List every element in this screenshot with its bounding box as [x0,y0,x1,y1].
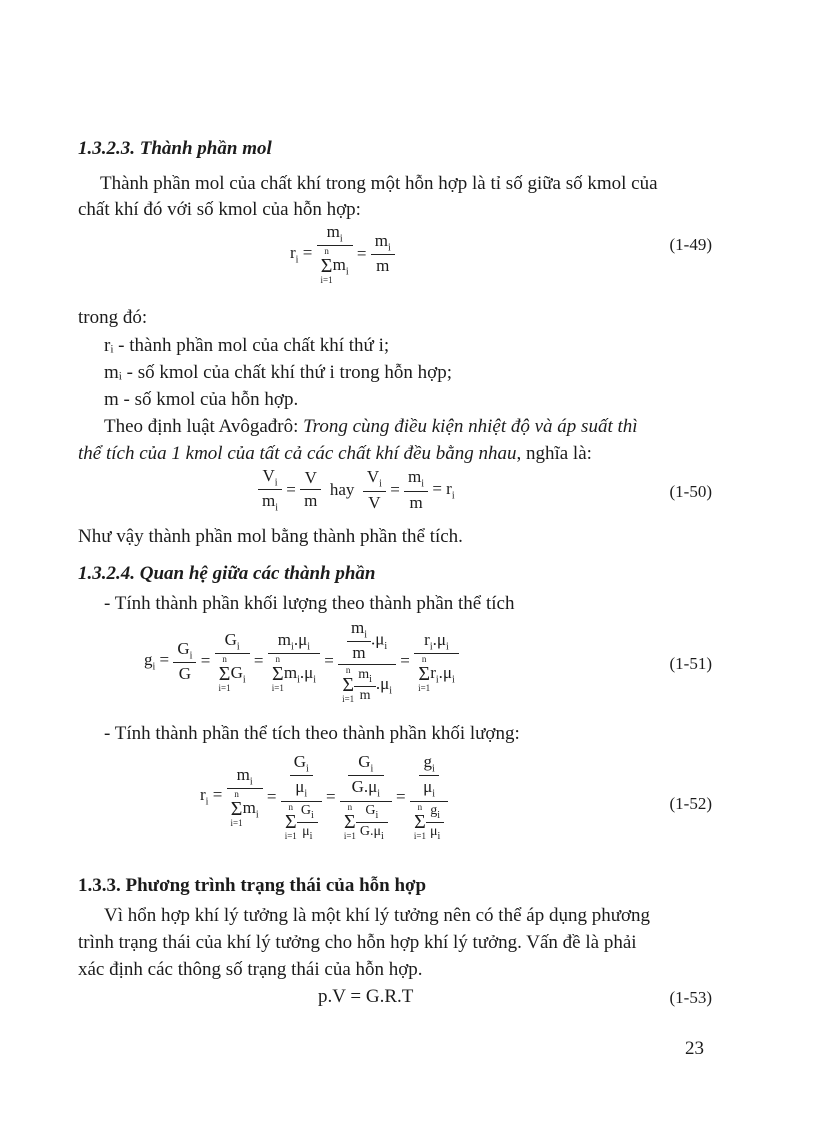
conclusion-line: Như vậy thành phần mol bằng thành phần thể tích. [78,526,463,547]
section-heading-relations: 1.3.2.4. Quan hệ giữa các thành phần [78,563,376,584]
paragraph-line: xác định các thông số trạng thái của hỗn hợp. [78,959,423,980]
paragraph-line: chất khí đó với số kmol của hỗn hợp: [78,199,361,220]
definition-item: mᵢ - số kmol của chất khí thứ i trong hỗn hợp; [104,362,452,383]
equation-number: (1-49) [669,235,712,254]
law-prefix: Theo định luật Avôgađrô: [104,416,304,437]
equation-number: (1-52) [669,794,712,813]
equation-number: (1-51) [669,654,712,673]
paragraph-line: Thành phần mol của chất khí trong một hỗn hợp là tỉ số giữa số kmol của [100,173,658,194]
equation-1-49: $r_i$ = $m_i$ n Σ i=1 $m_i$ = $\frac{m_i}{m}$ [290,222,395,285]
section-heading-state-equation: 1.3.3. Phương trình trạng thái của hỗn hợp [78,875,427,896]
equation-1-53: p.V = G.R.T [318,986,414,1007]
equation-number: (1-50) [669,482,712,501]
page-number: 23 [685,1038,704,1059]
list-item: - Tính thành phần thể tích theo thành phần khối lượng: [104,723,520,744]
definition-item: m - số kmol của hỗn hợp. [104,389,299,410]
law-italic: thể tích của 1 kmol của tất cả các chất khí đều bằng nhau [78,443,517,464]
where-label: trong đó: [78,307,148,328]
avogadro-law-line [78,443,592,465]
paragraph-line: trình trạng thái của khí lý tưởng cho hỗn hợp khí lý tưởng. Vấn đề là phải [78,932,637,953]
hay-word: hay [329,479,355,499]
equation-number: (1-53) [669,988,712,1007]
equation-1-51: $g_i$ = $\frac{G_i}{G}$ = $G_i$ n Σ i=1 $G_i$ = $m_i.\mu_i$ n Σ i=1 $m_i.\mu_i$ = $\frac{m_i}{m}$ $.\mu_i$ n Σ i=1 $\frac{m_i}{m}$ $.\mu_i$ = $r_i.\mu_i$ n Σ i=1 $r_i.\mu_i$ [144,618,459,704]
law-italic: Trong cùng điều kiện nhiệt độ và áp suất thì [303,416,638,437]
equation-1-50: $\frac{V_i}{m_i}$ = $\frac{V}{m}$ hay $\frac{V_i}{V}$ = $\frac{m_i}{m}$ = $r_i$ [258,466,455,514]
paragraph-line: Vì hổn hợp khí lý tưởng là một khí lý tưởng nên có thể áp dụng phương [104,905,651,926]
equation-1-52: $r_i$ = $m_i$ n Σ i=1 $m_i$ = $\frac{G_i}{\mu_i}$ n Σ i=1 $\frac{G_i}{\mu_i}$ = $\frac{G_i}{G.\mu_i}$ n Σ i=1 $\frac{G_i}{G.\mu_i}$ = $\frac{g_i}{\mu_i}$ n Σ i=1 $\frac{g_i}{\mu_i}$ [200,752,448,841]
law-suffix: , nghĩa là: [516,443,592,464]
list-item: - Tính thành phần khối lượng theo thành phần thể tích [104,593,515,614]
section-heading-mol-fraction: 1.3.2.3. Thành phần mol [78,138,272,159]
avogadro-law-line [104,416,638,438]
definition-item: rᵢ - thành phần mol của chất khí thứ i; [104,335,390,356]
